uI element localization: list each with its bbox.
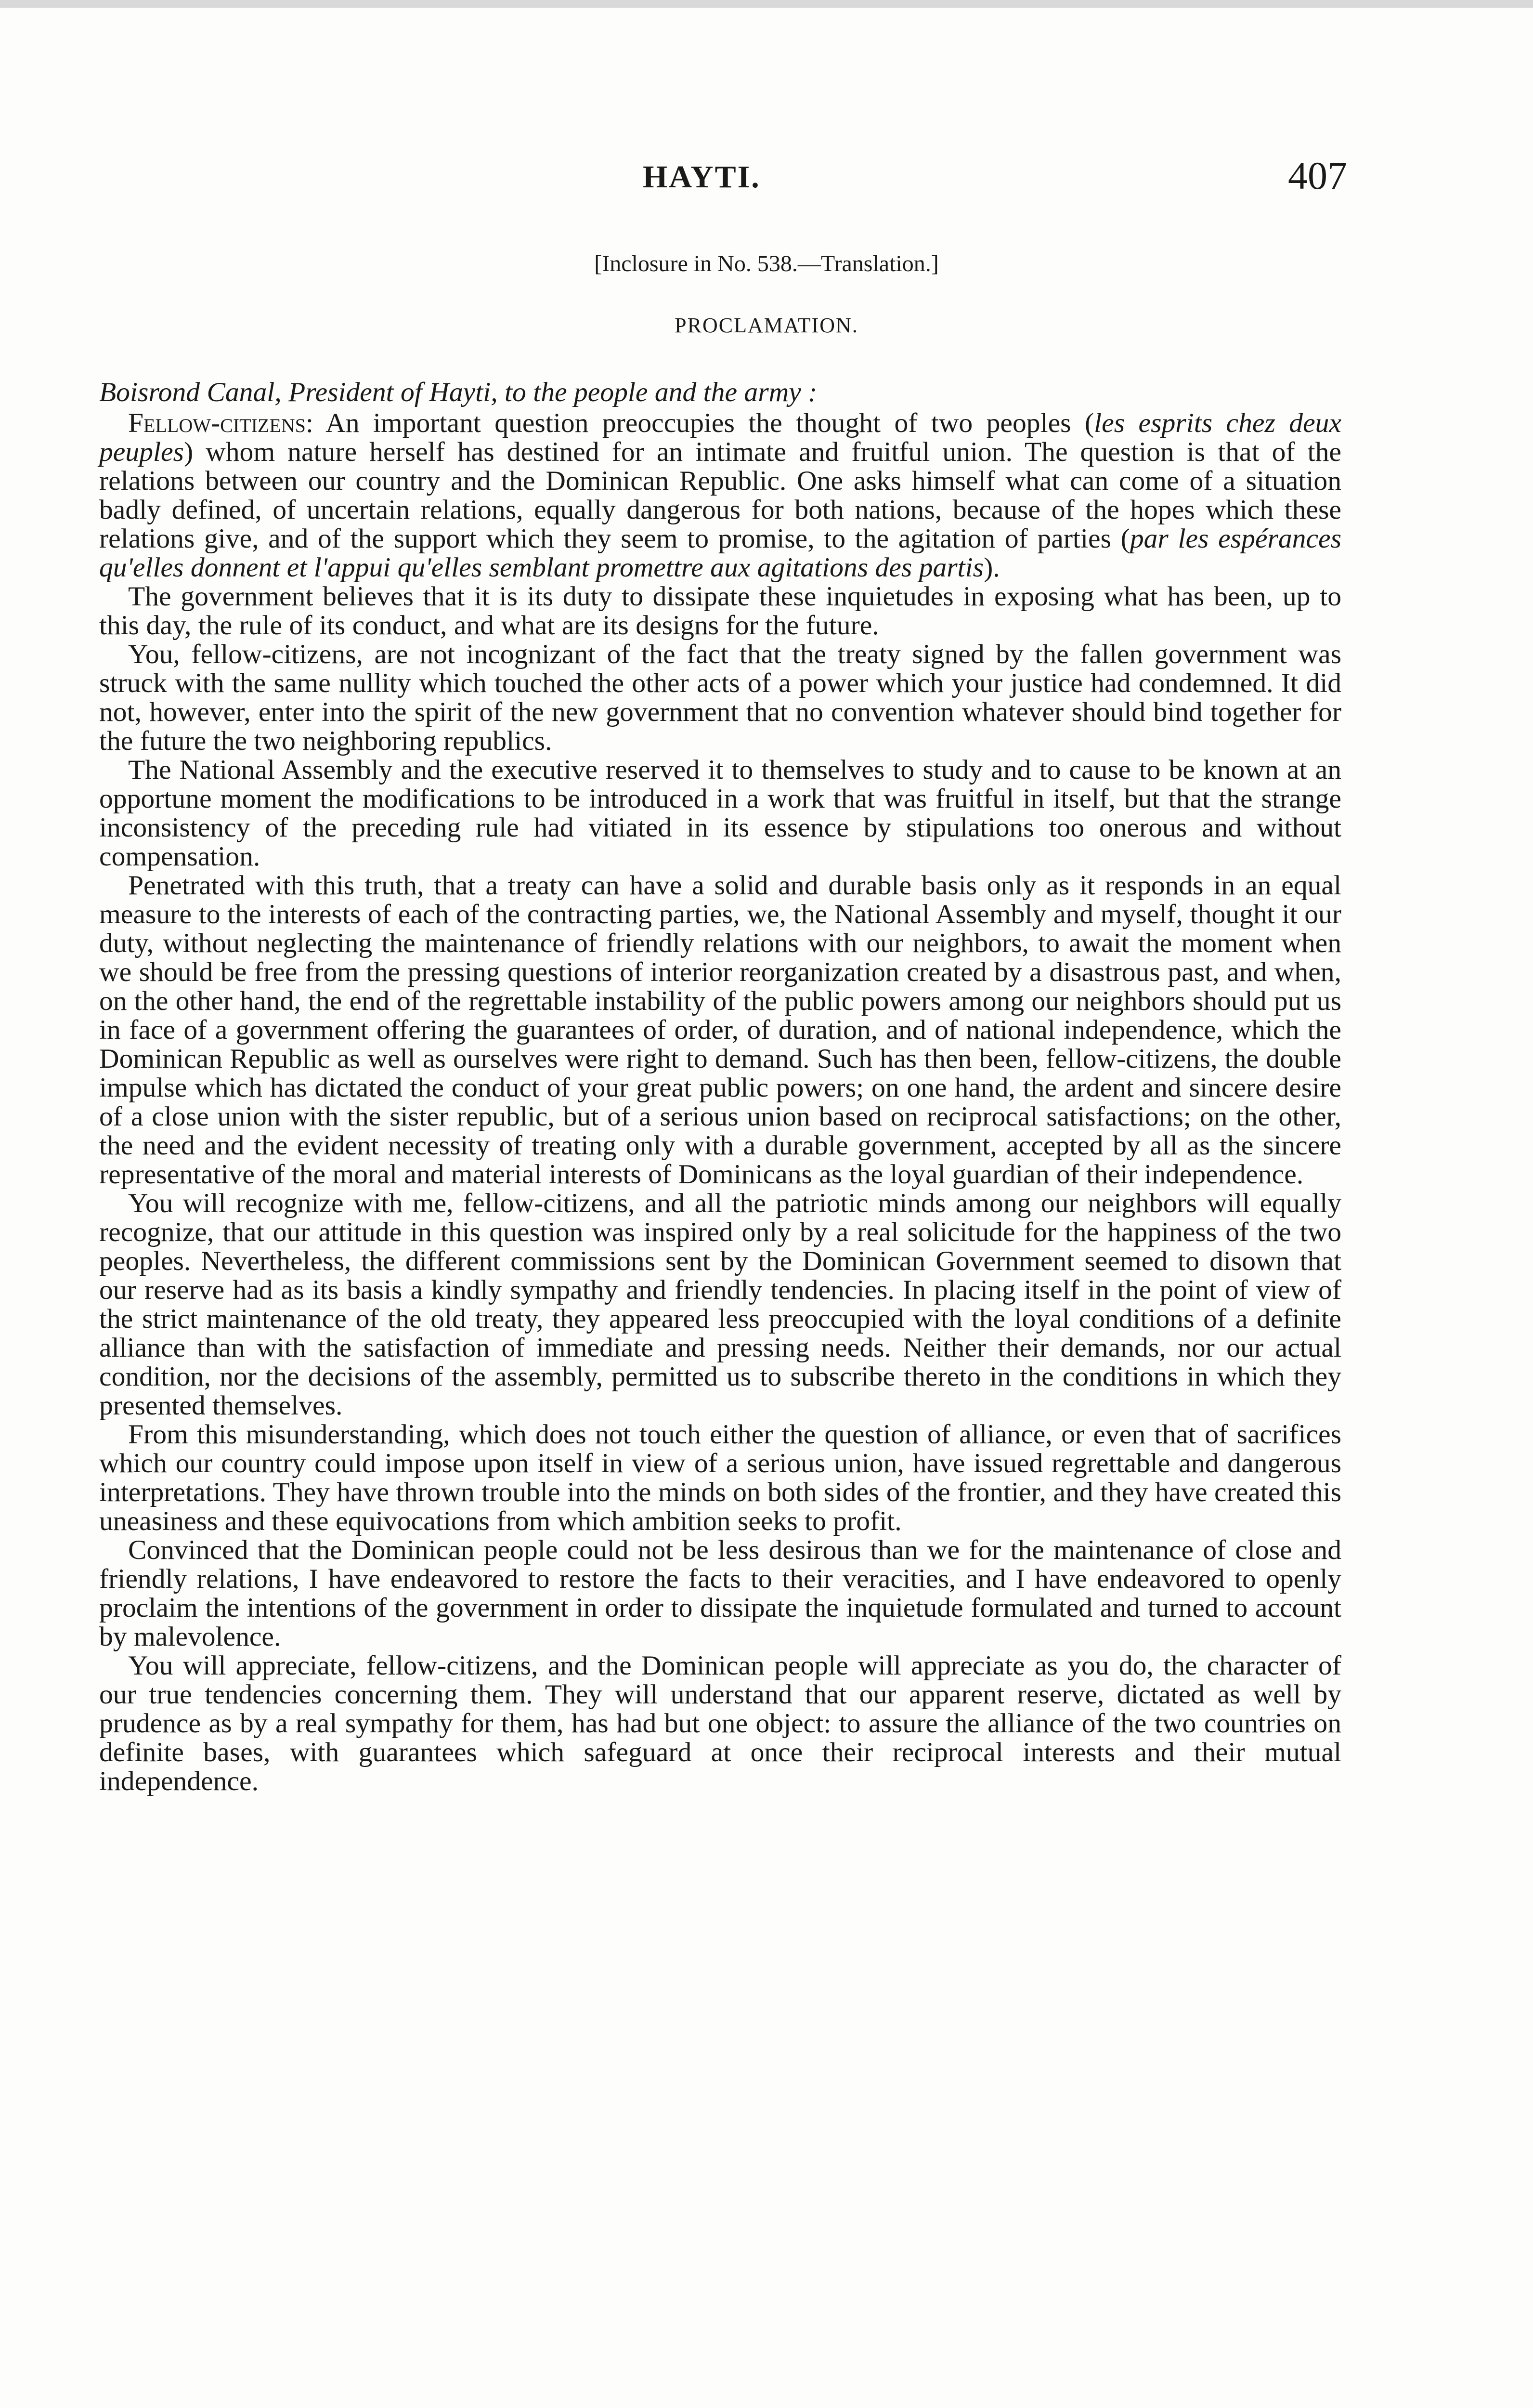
french-quote: par les espérances qu'elles donnent et l'appui qu'elles semblant promettre aux agitations des partis [99,523,1341,583]
paragraph-9: You will appreciate, fellow-citizens, and the Dominican people will appreciate as you do, the character of our true tendencies concerning them. They will understand that our apparent reserve, dictated as well by prudence as by a real sympathy for them, has had but one object: to assure the alliance of the two countries on definite bases, with guarantees which safeguard at once their reciprocal interests and their mutual independence. [99,1650,1341,1796]
paragraph-7: From this misunderstanding, which does not touch either the question of alliance, or even that of sacrifices which our country could impose upon itself in view of a serious union, have issued regrettable and dangerous interpretations. They have thrown trouble into the minds on both sides of the frontier, and they have created this uneasiness and these equivocations from which ambition seeks to profit. [99,1419,1341,1536]
inclosure-note: [Inclosure in No. 538.—Translation.] [594,251,939,276]
document-title: PROCLAMATION. [675,314,858,337]
paragraph-2: The government believes that it is its duty to dissipate these inquietudes in exposing what has been, up to this day, the rule of its conduct, and what are its designs for the future. [99,581,1341,641]
paragraph-text: ) whom nature herself has destined for an intimate and fruitful union. The question is that of the relations between our country and the Dominican Republic. One asks himself what can come of a situation badly defined, of uncertain relations, equally dangerous for both nations, because of the hopes which these relations give, and of the support which they seem to promise, to the agitation of parties ( [99,437,1341,554]
salutation: Boisrond Canal, President of Hayti, to the people and the army : [99,377,818,407]
document-body [99,378,1341,1796]
paragraph-text: : An important question preoccupies the thought of two peoples ( [305,408,1094,438]
paragraph-4: The National Assembly and the executive reserved it to themselves to study and to cause to be known at an opportune moment the modifications to be introduced in a work that was fruitful in itself, but that the strange inconsistency of the preceding rule had vitiated in its essence by stipulations too onerous and without compensation. [99,755,1341,872]
french-quote: les esprits chez deux peuples [99,408,1341,467]
paragraph-5: Penetrated with this truth, that a treaty can have a solid and durable basis only as it responds in an equal measure to the interests of each of the contracting parties, we, the National Assembly and myself, thought it our duty, without neglecting the maintenance of friendly relations with our neighbors, to await the moment when we should be free from the pressing questions of interior reorganization created by a disastrous past, and when, on the other hand, the end of the regrettable instability of the public powers among our neighbors should put us in face of a government offering the guarantees of order, of duration, and of national independence, which the Dominican Republic as well as ourselves were right to demand. Such has then been, fellow-citizens, the double impulse which has dictated the conduct of your great public powers; on one hand, the ardent and sincere desire of a close union with the sister republic, but of a serious union based on reciprocal satisfactions; on the other, the need and the evident necessity of treating only with a durable government, accepted by all as the sincere representative of the moral and material interests of Dominicans as the loyal guardian of their independence. [99,870,1341,1190]
running-head: HAYTI. [643,159,761,195]
paragraph-lead: Fellow-citizens [128,408,306,438]
page-top-edge [0,0,1533,8]
paragraph-6: You will recognize with me, fellow-citizens, and all the patriotic minds among our neighbors will equally recognize, that our attitude in this question was inspired only by a real solicitude for the happiness of the two peoples. Nevertheless, the different commissions sent by the Dominican Government seemed to disown that our reserve had as its basis a kindly sympathy and friendly tendencies. In placing itself in the point of view of the strict maintenance of the old treaty, they appeared less preoccupied with the loyal conditions of a definite alliance than with the satisfaction of immediate and pressing needs. Neither their demands, nor our actual condition, nor the decisions of the assembly, permitted us to subscribe thereto in the conditions in which they presented themselves. [99,1188,1341,1421]
page-number: 407 [1288,154,1347,197]
paragraph-1 [99,409,1341,582]
paragraph-text: ). [984,552,1000,583]
paragraph-8: Convinced that the Dominican people could not be less desirous than we for the maintenance of close and friendly relations, I have endeavored to restore the facts to their veracities, and I have endeavored to openly proclaim the intentions of the government in order to dissipate the inquietude formulated and turned to account by malevolence. [99,1535,1341,1652]
paragraph-3: You, fellow-citizens, are not incognizant of the fact that the treaty signed by the fallen government was struck with the same nullity which touched the other acts of a power which your justice had condemned. It did not, however, enter into the spirit of the new government that no convention whatever should bind together for the future the two neighboring republics. [99,639,1341,756]
